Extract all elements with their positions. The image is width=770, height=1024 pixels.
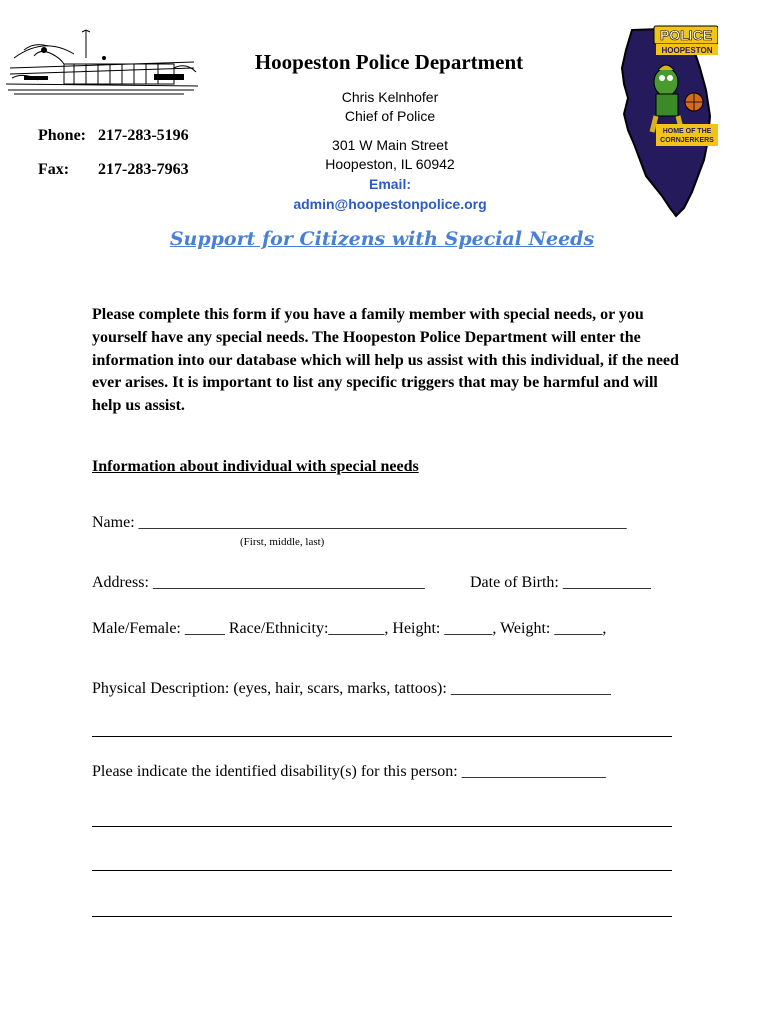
badge-police-text: POLICE	[659, 27, 713, 43]
disability-field[interactable]: Please indicate the identified disability(s) for this person: __________________	[92, 763, 606, 780]
physical-description-line-2[interactable]	[92, 736, 672, 737]
demographics-field[interactable]: Male/Female: _____ Race/Ethnicity:_______, Height: ______, Weight: ______,	[92, 620, 607, 637]
name-hint: (First, middle, last)	[240, 536, 325, 548]
badge-motto-line-2: CORNJERKERS	[660, 137, 714, 144]
address-field[interactable]: Address: __________________________________	[92, 574, 425, 591]
email-label: Email:	[368, 176, 411, 192]
date-of-birth-field[interactable]: Date of Birth: ___________	[470, 574, 651, 591]
police-badge	[614, 20, 718, 220]
intro-paragraph: Please complete this form if you have a family member with special needs, or you yourself have any special needs. The Hoopeston Police Department will enter the information into our database which will help us assist with this individual, if the need ever arises. It is important to list any specific triggers that may be harmful and will help us assist.	[92, 306, 679, 415]
fax-label: Fax:	[38, 161, 70, 178]
address-line-2: Hoopeston, IL 60942	[325, 156, 455, 172]
email-link[interactable]: admin@hoopestonpolice.org	[293, 196, 487, 212]
physical-description-field[interactable]: Physical Description: (eyes, hair, scars, marks, tattoos): ____________________	[92, 680, 611, 697]
department-title: Hoopeston Police Department	[254, 50, 524, 74]
phone-label: Phone:	[38, 127, 86, 144]
disability-line-4[interactable]	[92, 916, 672, 917]
address-line-1: 301 W Main Street	[332, 137, 448, 153]
name-field[interactable]: Name: _____________________________________________________________	[92, 514, 627, 531]
section-heading: Information about individual with special needs	[92, 458, 419, 475]
phone-number: 217-283-5196	[98, 127, 189, 144]
form-subtitle: Support for Citizens with Special Needs	[169, 228, 595, 250]
illinois-state-shape	[622, 27, 713, 216]
disability-line-3[interactable]	[92, 870, 672, 871]
badge-motto-line-1: HOME OF THE	[662, 128, 712, 135]
fax-number: 217-283-7963	[98, 161, 189, 178]
disability-line-2[interactable]	[92, 826, 672, 827]
chief-name: Chris Kelnhofer	[341, 89, 439, 105]
chief-title: Chief of Police	[344, 108, 436, 124]
badge-city-text: HOOPESTON	[661, 46, 713, 55]
